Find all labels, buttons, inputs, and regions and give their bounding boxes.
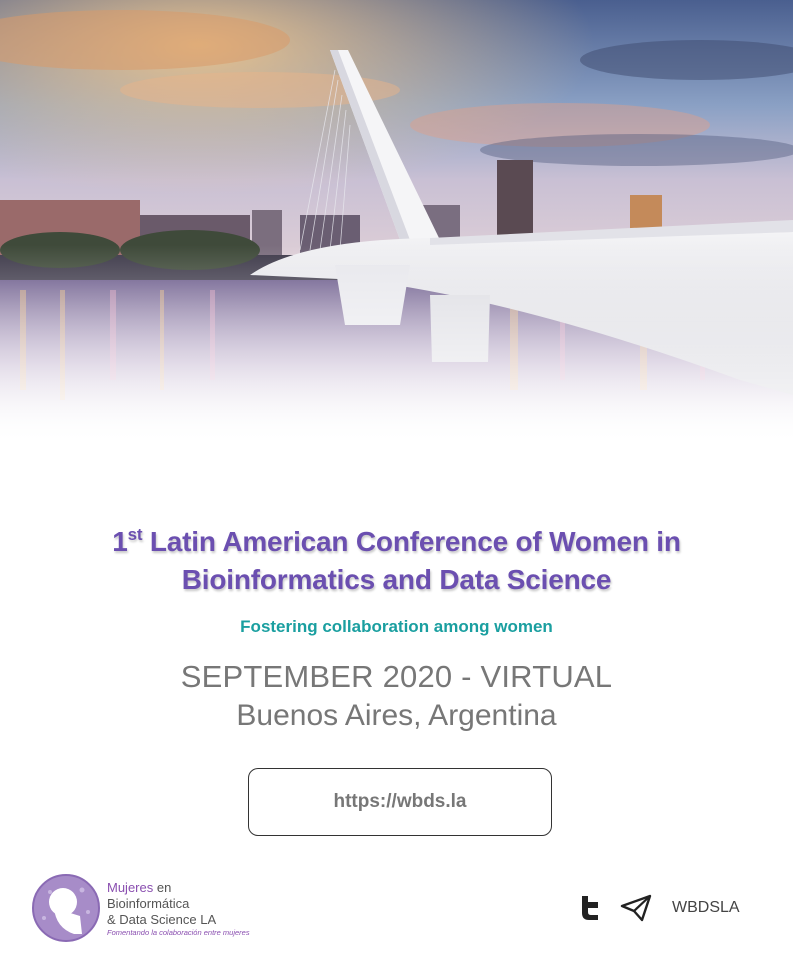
head-silhouette-icon <box>30 872 102 944</box>
event-location: Buenos Aires, Argentina <box>236 699 557 732</box>
website-url: https://wbds.la <box>333 791 467 812</box>
social-links <box>580 893 740 923</box>
event-date: SEPTEMBER 2020 - VIRTUAL <box>180 659 613 694</box>
telegram-icon[interactable] <box>620 894 652 922</box>
hero-image <box>0 0 793 445</box>
title-line-1: Latin American Conference of Women in <box>149 526 681 557</box>
bridge-photo <box>0 0 793 445</box>
logo-wordmark <box>107 880 250 938</box>
logo-tagline: Fomentando la colaboración entre mujeres <box>107 928 250 937</box>
conference-title <box>0 523 793 599</box>
logo-line-2: Bioinformática <box>107 896 190 911</box>
title-line-2: Bioinformatics and Data Science <box>181 564 612 595</box>
conference-subtitle: Fostering collaboration among women <box>240 617 553 636</box>
logo-word-mujeres: Mujeres <box>107 880 154 895</box>
logo-line-3: & Data Science LA <box>107 912 217 927</box>
organization-logo <box>30 872 270 944</box>
logo-word-en: en <box>156 880 172 895</box>
website-link-button[interactable] <box>248 768 552 836</box>
title-ordinal-suffix: st <box>127 525 143 544</box>
twitter-icon[interactable] <box>580 895 602 921</box>
social-handle[interactable]: WBDSLA <box>672 899 740 916</box>
title-ordinal: 1 <box>112 526 128 557</box>
